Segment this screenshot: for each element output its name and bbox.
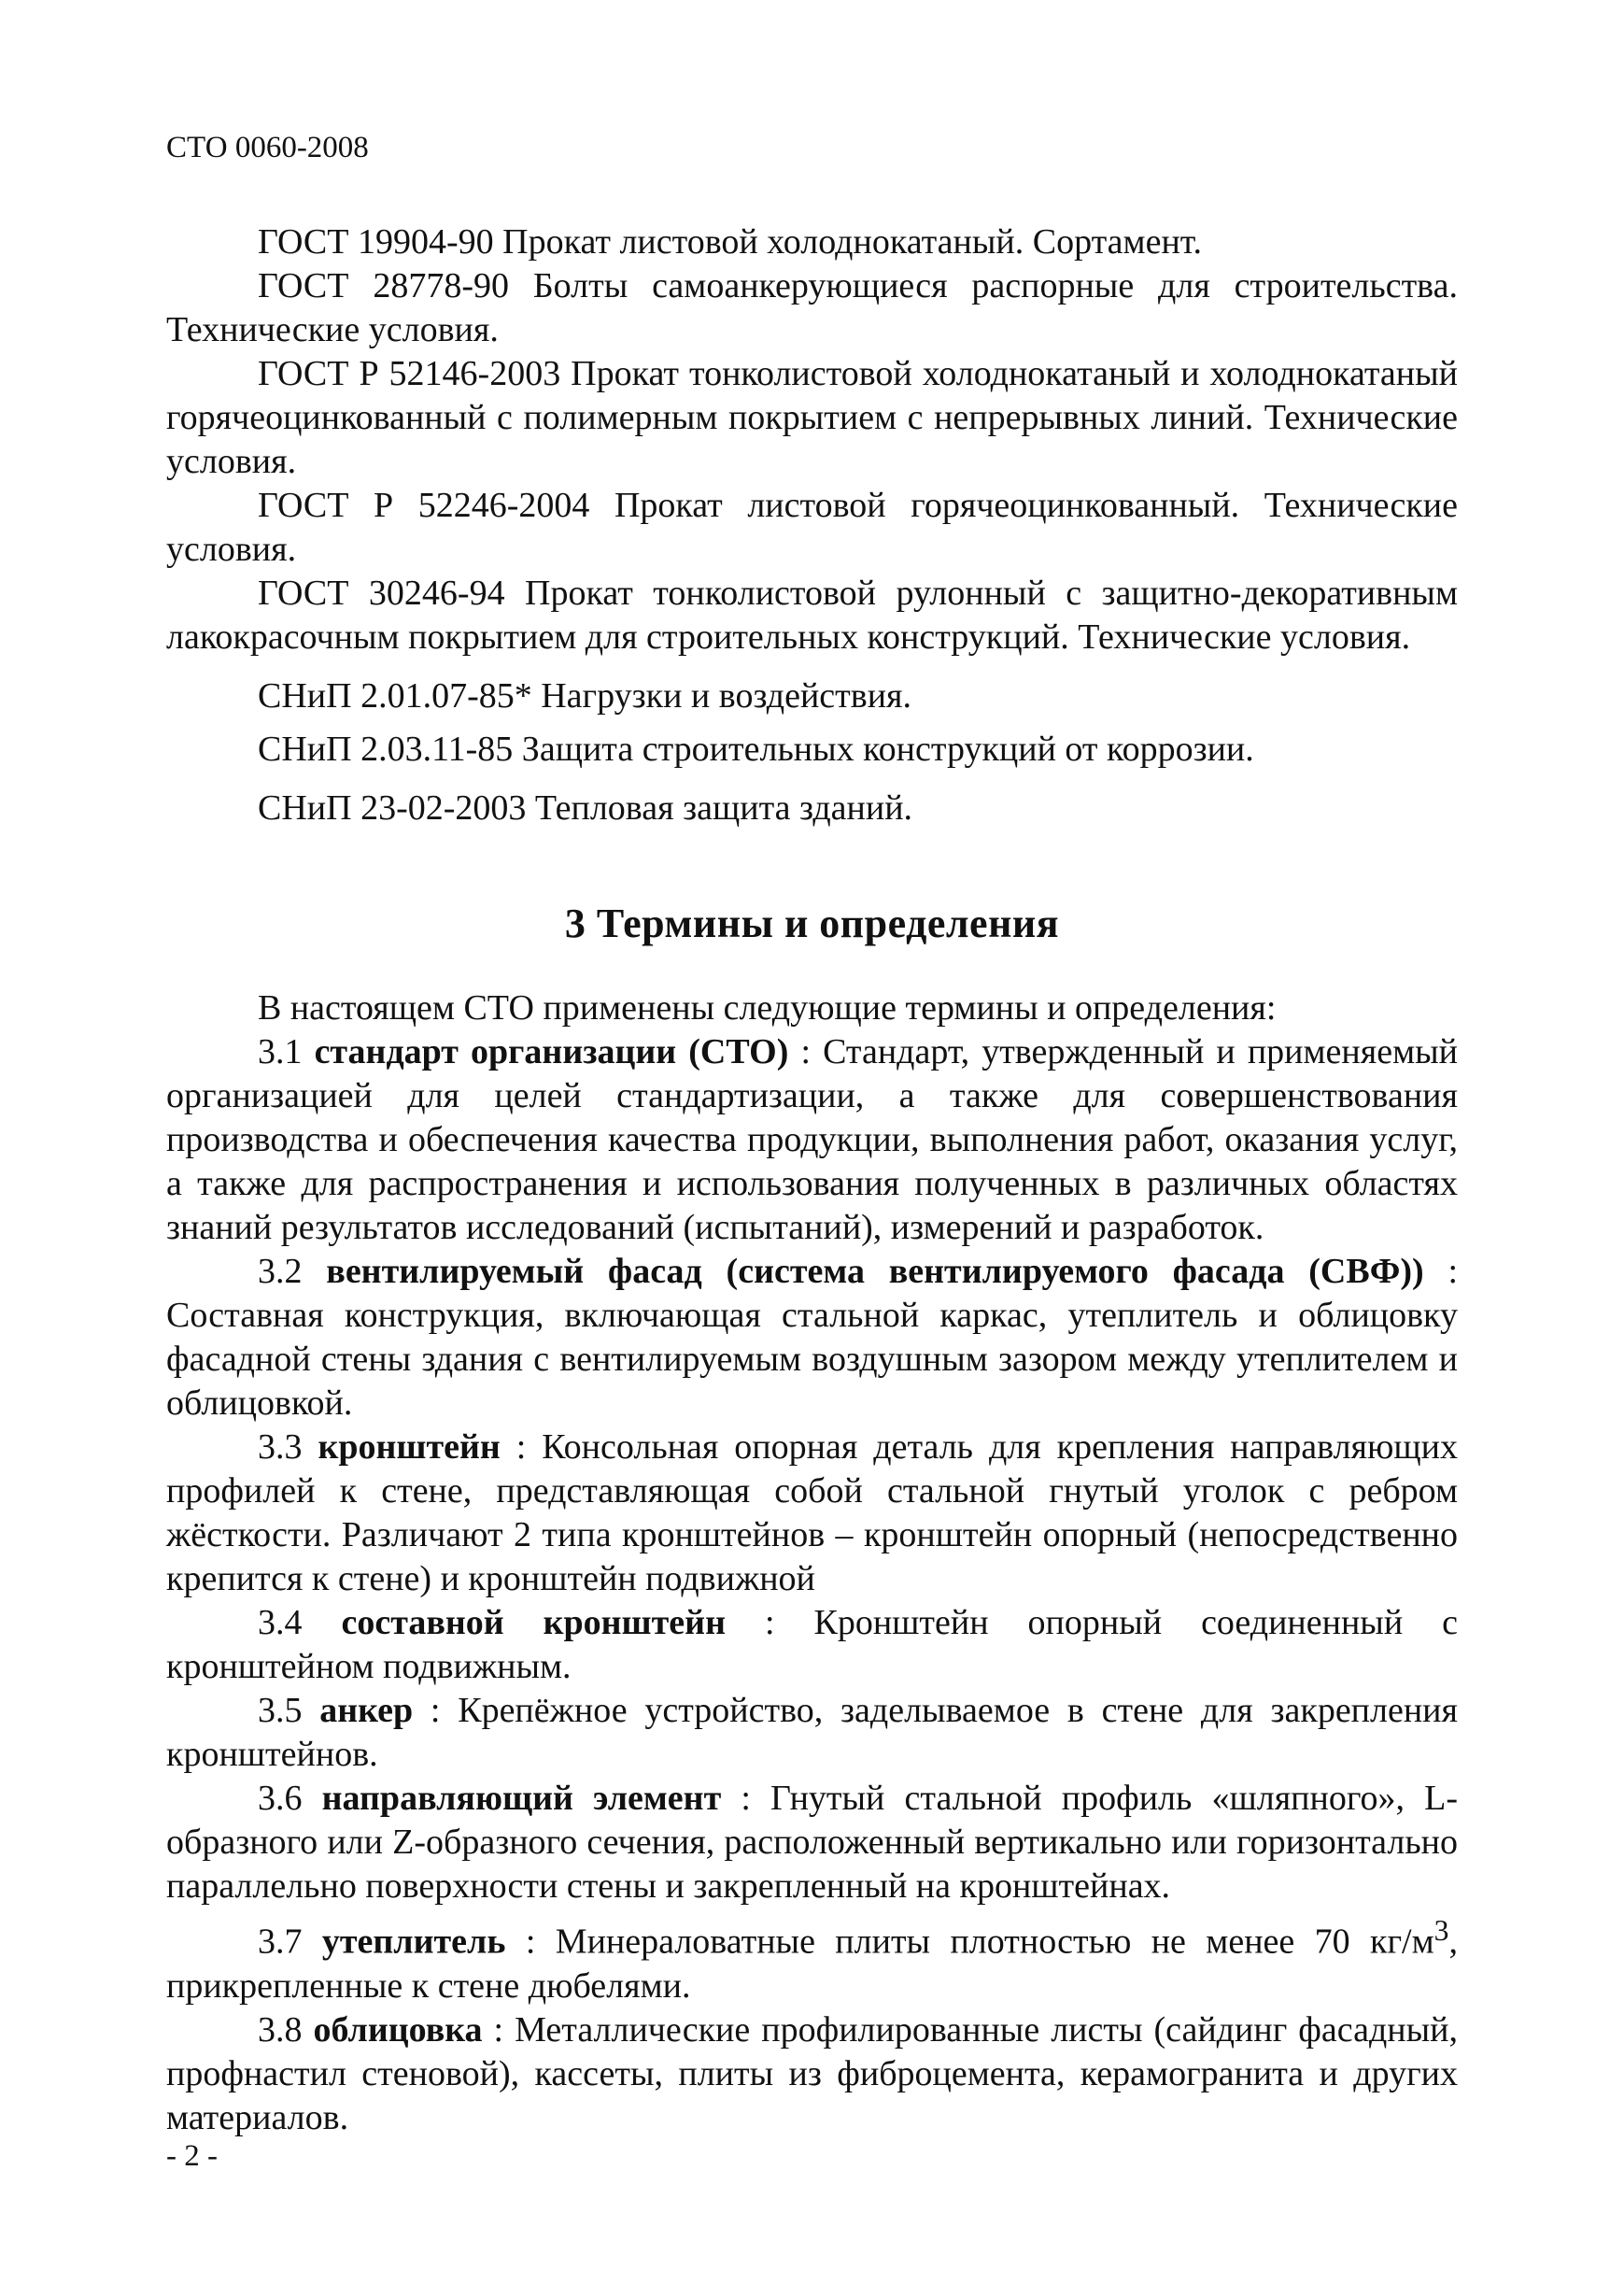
reference-item: ГОСТ 19904-90 Прокат листовой холоднокатаный. Сортамент.	[258, 222, 1203, 262]
reference-item: ГОСТ Р 52146-2003 Прокат тонколистовой холоднокатаный и холоднокатаный горячеоцинкованный с полимерным покрытием с непрерывных линий. Технические условия.	[166, 354, 1458, 481]
term-number: 3.6	[258, 1779, 303, 1818]
term-name: кронштейн	[318, 1427, 501, 1467]
reference-item: СНиП 2.03.11-85 Защита строительных конструкций от коррозии.	[258, 730, 1254, 769]
term-number: 3.4	[258, 1603, 303, 1642]
term-text: : Составная конструкция, включающая стальной каркас, утеплитель и облицовку фасадной стены здания с вентилируемым воздушным зазором между утеплителем и облицовкой.	[166, 1252, 1458, 1423]
reference-item: ГОСТ 28778-90 Болты самоанкерующиеся распорные для строительства. Технические условия.	[166, 266, 1458, 349]
term-number: 3.2	[258, 1252, 303, 1291]
term-definition	[166, 1030, 1458, 1250]
reference-item: ГОСТ Р 52246-2004 Прокат листовой горячеоцинкованный. Технические условия.	[166, 486, 1458, 569]
term-name: составной кронштейн	[341, 1603, 726, 1642]
term-name: облицовка	[313, 2009, 483, 2050]
document-body	[166, 220, 1458, 2140]
term-definition	[166, 1777, 1458, 1908]
section-title: 3 Термины и определения	[564, 901, 1060, 946]
term-number: 3.5	[258, 1691, 303, 1730]
term-name: утеплитель	[321, 1922, 506, 1962]
term-definition	[166, 1601, 1458, 1689]
document-id: СТО 0060-2008	[166, 131, 369, 164]
reference-item: СНиП 2.01.07-85* Нагрузки и воздействия.	[258, 676, 912, 716]
term-number: 3.8	[258, 2009, 303, 2050]
superscript: 3	[1433, 1914, 1449, 1947]
term-name: вентилируемый фасад (система вентилируемого фасада (СВФ))	[326, 1252, 1424, 1291]
term-number: 3.7	[258, 1922, 303, 1962]
term-text: : Крепёжное устройство, заделываемое в стене для закрепления кронштейнов.	[166, 1691, 1458, 1774]
term-text: : Консольная опорная деталь для крепления направляющих профилей к стене, представляющая собой стальной гнутый уголок с ребром жёсткости. Различают 2 типа кронштейнов – кронштейн опорный (непосредственно крепится к стене) и кронштейн подвижной	[166, 1427, 1459, 1598]
term-text: : Минераловатные плиты плотностью не менее 70 кг/м	[505, 1922, 1434, 1962]
section-intro: В настоящем СТО применены следующие термины и определения:	[258, 988, 1277, 1028]
term-text: : Гнутый стальной профиль «шляпного», L-образного или Z-образного сечения, расположенный вертикально или горизонтально параллельно поверхности стены и закрепленный на кронштейнах.	[166, 1779, 1458, 1906]
term-name: стандарт организации (СТО)	[314, 1032, 789, 1071]
term-name: анкер	[319, 1691, 414, 1730]
page-number: - 2 -	[166, 2139, 218, 2173]
term-definition	[166, 1908, 1458, 2008]
term-text: : Стандарт, утвержденный и применяемый организацией для целей стандартизации, а также для совершенствования производства и обеспечения качества продукции, выполнения работ, оказания услуг, а также для распространения и использования полученных в различных областях знаний результатов исследований (испытаний), измерений и разработок.	[166, 1032, 1459, 1247]
term-definition	[166, 2008, 1458, 2140]
term-definition	[166, 1426, 1458, 1601]
term-text-end: , прикрепленные к стене дюбелями.	[166, 1922, 1458, 2006]
term-number: 3.1	[258, 1032, 303, 1071]
term-number: 3.3	[258, 1427, 303, 1467]
term-text: : Металлические профилированные листы (сайдинг фасадный, профнастил стеновой), кассеты, плиты из фиброцемента, керамогранита и других материалов.	[166, 2009, 1458, 2137]
term-definition	[166, 1689, 1458, 1777]
reference-item: СНиП 23-02-2003 Тепловая защита зданий.	[258, 788, 913, 828]
reference-item: ГОСТ 30246-94 Прокат тонколистовой рулонный с защитно-декоративным лакокрасочным покрытием для строительных конструкций. Технические условия.	[166, 574, 1458, 657]
term-text: : Кронштейн опорный соединенный с кронштейном подвижным.	[166, 1603, 1459, 1686]
term-definition	[166, 1250, 1458, 1426]
term-name: направляющий элемент	[321, 1779, 722, 1818]
